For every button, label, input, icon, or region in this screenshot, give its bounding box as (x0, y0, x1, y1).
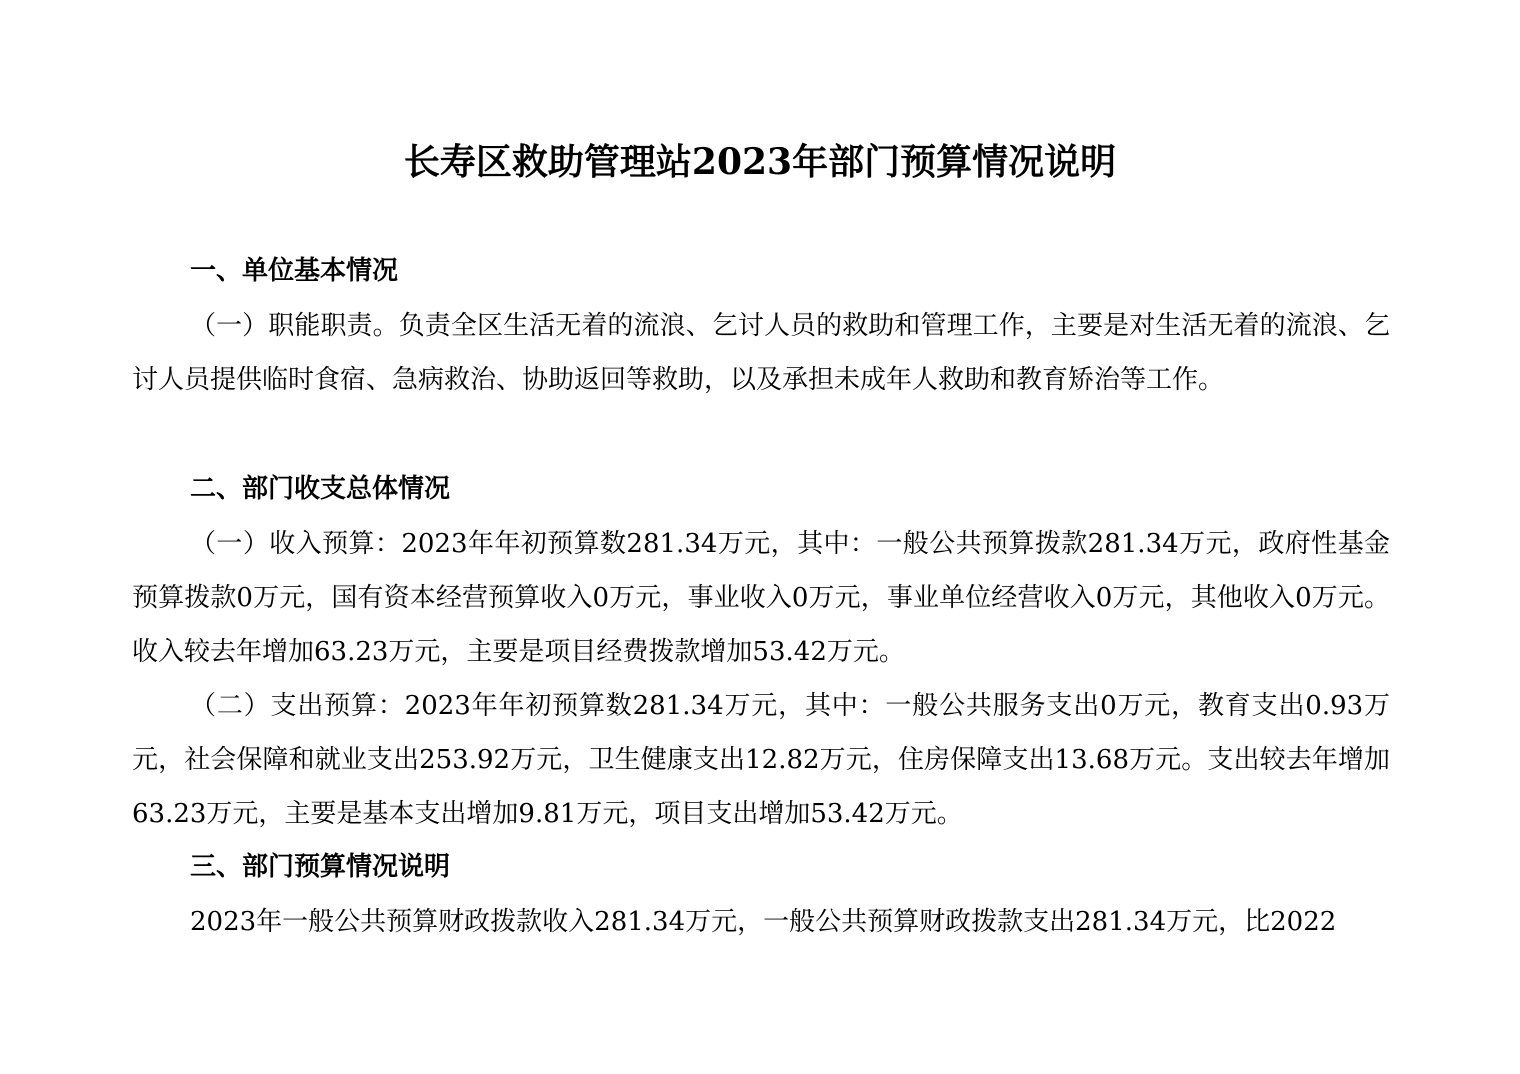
section-heading-2: 二、部门收支总体情况 (190, 474, 451, 504)
document-title: 长寿区救助管理站2023年部门预算情况说明 (403, 141, 1117, 183)
section-heading-1: 一、单位基本情况 (190, 256, 399, 286)
paragraph-duties: （一）职能职责。负责全区生活无着的流浪、乞讨人员的救助和管理工作，主要是对生活无着的流浪、乞讨人员提供临时食宿、急病救治、协助返回等救助，以及承担未成年人救助和教育矫治等工作。 (132, 311, 1390, 395)
paragraph-expenditure-budget: （二）支出预算：2023年年初预算数281.34万元，其中：一般公共服务支出0万元，教育支出0.93万元，社会保障和就业支出253.92万元，卫生健康支出12.82万元，住房保障支出13.68万元。支出较去年增加63.23万元，主要是基本支出增加9.81万元，项目支出增加53.42万元。 (132, 691, 1390, 829)
paragraph-budget-explanation: 2023年一般公共预算财政拨款收入281.34万元，一般公共预算财政拨款支出281.34万元，比2022 (190, 907, 1337, 937)
section-heading-3: 三、部门预算情况说明 (190, 852, 451, 882)
paragraph-income-budget: （一）收入预算：2023年年初预算数281.34万元，其中：一般公共预算拨款281.34万元，政府性基金预算拨款0万元，国有资本经营预算收入0万元，事业收入0万元，事业单位经营收入0万元，其他收入0万元。收入较去年增加63.23万元，主要是项目经费拨款增加53.42万元。 (132, 529, 1390, 667)
